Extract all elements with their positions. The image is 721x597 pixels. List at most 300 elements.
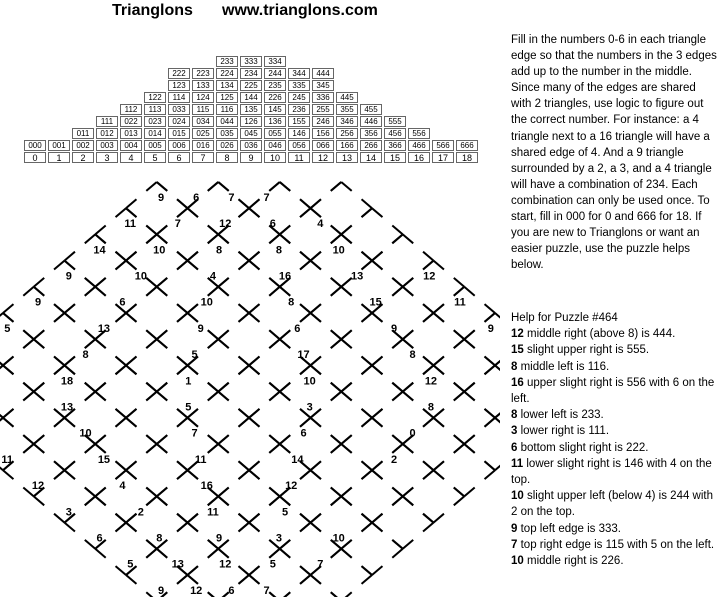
combination-cell: 114	[168, 92, 190, 103]
grid-edge	[126, 409, 136, 418]
combination-cell: 236	[288, 104, 310, 115]
grid-edge	[95, 234, 105, 243]
sum-cell: 14	[360, 152, 382, 163]
combination-cell: 044	[216, 116, 238, 127]
grid-edge	[311, 252, 321, 261]
hint-number: 15	[511, 344, 524, 357]
grid-edge	[434, 409, 444, 418]
triangle-value[interactable]: 5	[191, 349, 198, 362]
combination-cell: 166	[336, 140, 358, 151]
grid-edge	[311, 199, 321, 208]
sum-cell: 6	[168, 152, 190, 163]
grid-edge	[372, 461, 382, 470]
grid-edge	[331, 287, 341, 296]
combination-cell: 446	[360, 116, 382, 127]
grid-edge	[54, 365, 64, 374]
triangle-value[interactable]: 9	[197, 322, 204, 335]
grid-edge	[54, 461, 64, 470]
triangle-value[interactable]: 8	[156, 532, 163, 545]
grid-edge	[177, 304, 187, 313]
triangle-value[interactable]: 9	[65, 270, 72, 283]
triangle-value[interactable]: 14	[93, 244, 106, 257]
combination-cell: 223	[192, 68, 214, 79]
triangle-value[interactable]: 7	[317, 558, 324, 571]
triangle-value[interactable]: 6	[294, 322, 301, 335]
combination-cell: 035	[216, 128, 238, 139]
grid-edge	[341, 487, 351, 496]
grid-edge	[454, 287, 464, 296]
triangle-value[interactable]: 7	[191, 427, 198, 440]
combination-cell: 245	[288, 92, 310, 103]
grid-edge	[341, 549, 351, 558]
grid-edge	[0, 356, 3, 365]
grid-edge	[218, 496, 228, 505]
grid-edge	[300, 470, 310, 479]
grid-edge	[362, 252, 372, 261]
sum-cell: 4	[120, 152, 142, 163]
triangle-value[interactable]: 2	[137, 506, 144, 519]
grid-edge	[392, 278, 402, 287]
grid-edge	[269, 287, 279, 296]
grid-edge	[495, 461, 500, 470]
combination-cell: 125	[216, 92, 238, 103]
grid-edge	[116, 208, 126, 217]
grid-edge	[403, 234, 413, 243]
triangle-value[interactable]: 9	[216, 532, 223, 545]
hint-item	[511, 326, 719, 342]
triangle-value[interactable]: 9	[487, 322, 494, 335]
triangle-value[interactable]: 11	[454, 296, 466, 309]
combination-cell: 155	[288, 116, 310, 127]
grid-edge	[464, 330, 474, 339]
grid-edge	[249, 470, 259, 479]
grid-edge	[95, 496, 105, 505]
grid-edge	[464, 487, 474, 496]
grid-edge	[331, 592, 341, 597]
combination-cell: 023	[144, 116, 166, 127]
grid-edge	[208, 383, 218, 392]
grid-edge	[157, 339, 167, 348]
hint-item	[511, 407, 719, 423]
combination-cell: 111	[96, 116, 118, 127]
triangle-value[interactable]: 5	[281, 506, 289, 519]
grid-edge	[116, 514, 126, 523]
triangle-value[interactable]: 3	[306, 401, 313, 414]
triangle-value[interactable]: 4	[119, 480, 126, 493]
grid-edge	[126, 461, 136, 470]
combination-cell: 455	[360, 104, 382, 115]
triangle-value[interactable]: 7	[228, 191, 235, 204]
grid-edge	[54, 304, 64, 313]
triangle-value[interactable]: 6	[269, 218, 276, 231]
triangle-value[interactable]: 6	[96, 532, 103, 545]
grid-edge	[341, 330, 351, 339]
grid-edge	[362, 566, 372, 575]
grid-edge	[116, 356, 126, 365]
triangle-value[interactable]: 6	[300, 427, 307, 440]
grid-edge	[146, 487, 156, 496]
hint-text: slight upper right is 555.	[523, 344, 650, 357]
triangle-value[interactable]: 12	[190, 584, 203, 597]
hint-number: 12	[511, 328, 524, 341]
grid-edge	[218, 182, 228, 191]
triangle-value[interactable]: 13	[60, 401, 74, 414]
grid-edge	[269, 592, 279, 597]
combination-cell: 034	[192, 116, 214, 127]
sum-cell: 5	[144, 152, 166, 163]
grid-edge	[362, 514, 372, 523]
grid-edge	[218, 487, 228, 496]
triangle-value[interactable]: 8	[82, 349, 89, 362]
grid-edge	[95, 487, 105, 496]
combination-cell: 235	[264, 80, 286, 91]
puzzle-name: Trianglons	[112, 2, 193, 19]
grid-edge	[218, 278, 228, 287]
grid-edge	[392, 435, 402, 444]
grid-edge	[177, 575, 187, 584]
triangle-value[interactable]: 16	[200, 480, 213, 493]
triangle-value[interactable]: 10	[134, 270, 147, 283]
triangle-value[interactable]: 8	[216, 244, 223, 257]
triangle-value[interactable]: 18	[60, 375, 74, 388]
hint-text: middle right (above 8) is 444.	[523, 328, 676, 341]
grid-edge	[116, 409, 126, 418]
combination-cell: 136	[264, 116, 286, 127]
grid-edge	[65, 365, 75, 374]
triangle-value[interactable]: 13	[351, 270, 364, 283]
triangle-value[interactable]: 1	[185, 375, 192, 388]
grid-edge	[65, 252, 75, 261]
grid-edge	[464, 383, 474, 392]
grid-edge	[188, 208, 198, 217]
grid-edge	[331, 496, 341, 505]
combination-cell: 346	[336, 116, 358, 127]
grid-edge	[157, 225, 167, 234]
combination-cell: 133	[192, 80, 214, 91]
grid-edge	[85, 339, 95, 348]
combination-cell: 015	[168, 128, 190, 139]
grid-edge	[157, 435, 167, 444]
grid-edge	[280, 330, 290, 339]
triangle-value[interactable]: 7	[174, 218, 181, 231]
grid-edge	[188, 313, 198, 322]
triangle-value[interactable]: 5	[127, 558, 134, 571]
combination-cell: 126	[240, 116, 262, 127]
grid-edge	[146, 435, 156, 444]
grid-edge	[146, 182, 156, 191]
combination-cell: 233	[216, 56, 238, 67]
grid-edge	[208, 339, 218, 348]
grid-edge	[280, 392, 290, 401]
triangle-value[interactable]: 8	[275, 244, 282, 257]
combination-cell: 033	[168, 104, 190, 115]
triangle-value[interactable]: 12	[31, 480, 45, 493]
grid-edge	[23, 383, 33, 392]
grid-edge	[85, 234, 95, 243]
grid-edge	[208, 287, 218, 296]
combination-cell: 566	[432, 140, 454, 151]
hint-text: middle right is 226.	[523, 555, 624, 568]
triangle-value[interactable]: 10	[200, 296, 213, 309]
grid-edge	[331, 444, 341, 453]
grid-edge	[362, 470, 372, 479]
grid-edge	[239, 304, 249, 313]
combination-cell: 226	[264, 92, 286, 103]
grid-edge	[34, 435, 44, 444]
grid-edge	[311, 261, 321, 270]
triangle-value[interactable]: 12	[219, 218, 232, 231]
grid-edge	[269, 487, 279, 496]
triangle-value[interactable]: 10	[153, 244, 166, 257]
grid-edge	[116, 566, 126, 575]
triangle-value[interactable]: 16	[278, 270, 292, 283]
grid-edge	[434, 365, 444, 374]
grid-edge	[188, 261, 198, 270]
grid-edge	[362, 575, 372, 584]
grid-edge	[146, 383, 156, 392]
grid-edge	[239, 313, 249, 322]
grid-edge	[341, 592, 351, 597]
grid-edge	[249, 409, 259, 418]
combination-cell: 456	[384, 128, 406, 139]
grid-edge	[372, 523, 382, 532]
grid-edge	[464, 287, 474, 296]
grid-edge	[218, 330, 228, 339]
hint-item	[511, 423, 719, 439]
grid-edge	[54, 356, 64, 365]
combination-cell: 222	[168, 68, 190, 79]
triangle-value[interactable]: 9	[157, 584, 165, 597]
grid-edge	[454, 278, 464, 287]
grid-edge	[311, 304, 321, 313]
triangle-value[interactable]: 9	[34, 296, 42, 309]
grid-edge	[146, 540, 156, 549]
grid-edge	[146, 225, 156, 234]
grid-edge	[239, 252, 249, 261]
triangle-value[interactable]: 15	[369, 296, 382, 309]
grid-edge	[485, 409, 495, 418]
grid-edge	[54, 313, 64, 322]
triangle-value[interactable]: 9	[390, 322, 398, 335]
grid-edge	[157, 444, 167, 453]
grid-edge	[392, 487, 402, 496]
triangle-value[interactable]: 3	[275, 532, 282, 545]
combination-cell: 145	[264, 104, 286, 115]
triangle-value[interactable]: 15	[97, 453, 111, 466]
grid-edge	[65, 470, 75, 479]
grid-edge	[85, 487, 95, 496]
grid-edge	[218, 287, 228, 296]
grid-edge	[485, 304, 495, 313]
grid-edge	[157, 383, 167, 392]
grid-edge	[280, 435, 290, 444]
grid-edge	[269, 549, 279, 558]
grid-edge	[311, 365, 321, 374]
triangle-value[interactable]: 7	[263, 191, 270, 204]
sum-cell: 0	[24, 152, 46, 163]
hint-number: 3	[511, 425, 518, 438]
grid-edge	[177, 252, 187, 261]
sum-cell: 7	[192, 152, 214, 163]
triangle-value[interactable]: 3	[65, 506, 72, 519]
triangle-value[interactable]: 12	[423, 270, 436, 283]
triangle-value[interactable]: 13	[97, 322, 111, 335]
grid-edge	[177, 514, 187, 523]
combination-cell: 003	[96, 140, 118, 151]
grid-edge	[116, 470, 126, 479]
grid-edge	[280, 444, 290, 453]
grid-edge	[341, 287, 351, 296]
triangle-value[interactable]: 11	[1, 453, 14, 466]
combination-cell: 025	[192, 128, 214, 139]
triangle-value[interactable]: 8	[427, 401, 435, 414]
grid-edge	[423, 461, 433, 470]
triangle-value[interactable]: 2	[390, 453, 398, 466]
grid-edge	[269, 234, 279, 243]
hint-list	[511, 326, 719, 569]
combination-table	[24, 32, 480, 168]
grid-edge	[331, 278, 341, 287]
combination-cell: 046	[264, 140, 286, 151]
grid-edge	[403, 444, 413, 453]
grid-edge	[157, 392, 167, 401]
triangle-value[interactable]: 12	[424, 375, 438, 388]
grid-edge	[85, 540, 95, 549]
triangle-value[interactable]: 6	[119, 296, 126, 309]
hint-text: slight upper left (below 4) is 244 with 2 on the top.	[511, 490, 714, 519]
hint-number: 8	[511, 360, 518, 373]
combination-cell: 013	[120, 128, 142, 139]
triangle-value[interactable]: 12	[219, 558, 232, 571]
grid-edge	[188, 418, 198, 427]
triangle-value[interactable]: 5	[269, 558, 276, 571]
triangle-value[interactable]: 10	[332, 532, 345, 545]
grid-edge	[157, 330, 167, 339]
grid-edge	[392, 225, 402, 234]
grid-edge	[311, 514, 321, 523]
triangle-value[interactable]: 4	[317, 218, 324, 231]
triangle-value[interactable]: 8	[288, 296, 295, 309]
grid-edge	[362, 365, 372, 374]
grid-edge	[177, 418, 187, 427]
hint-number: 6	[511, 441, 518, 454]
grid-edge	[146, 592, 156, 597]
grid-edge	[126, 208, 136, 217]
grid-edge	[269, 330, 279, 339]
grid-edge	[3, 470, 13, 479]
grid-edge	[423, 252, 433, 261]
grid-edge	[249, 418, 259, 427]
triangle-value[interactable]: 5	[4, 322, 11, 335]
grid-edge	[362, 261, 372, 270]
triangle-value[interactable]: 10	[79, 427, 92, 440]
triangle-value[interactable]: 9	[157, 191, 165, 204]
grid-edge	[341, 392, 351, 401]
grid-edge	[85, 444, 95, 453]
hint-number: 7	[511, 538, 518, 551]
triangle-value[interactable]: 6	[193, 191, 200, 204]
triangle-value[interactable]: 4	[209, 270, 217, 283]
grid-edge	[177, 356, 187, 365]
triangle-value[interactable]: 13	[171, 558, 184, 571]
grid-edge	[239, 575, 249, 584]
grid-edge	[95, 444, 105, 453]
grid-edge	[403, 287, 413, 296]
grid-edge	[372, 470, 382, 479]
grid-edge	[403, 392, 413, 401]
grid-edge	[34, 383, 44, 392]
grid-edge	[208, 225, 218, 234]
grid-edge	[126, 418, 136, 427]
triangle-value[interactable]: 11	[207, 506, 219, 519]
hint-text: upper slight right is 556 with 6 on the left.	[511, 376, 715, 406]
grid-edge	[249, 514, 259, 523]
combination-cell: 124	[192, 92, 214, 103]
grid-edge	[126, 304, 136, 313]
grid-edge	[423, 261, 433, 270]
grid-edge	[249, 523, 259, 532]
triangle-value[interactable]: 8	[409, 349, 416, 362]
grid-edge	[454, 339, 464, 348]
grid-edge	[116, 365, 126, 374]
grid-edge	[423, 356, 433, 365]
grid-edge	[23, 339, 33, 348]
grid-edge	[208, 182, 218, 191]
triangle-value[interactable]: 0	[409, 427, 416, 440]
grid-edge	[331, 182, 341, 191]
grid-edge	[372, 261, 382, 270]
grid-edge	[485, 313, 495, 322]
triangle-value[interactable]: 17	[297, 349, 310, 362]
grid-edge	[218, 234, 228, 243]
grid-edge	[157, 549, 167, 558]
grid-edge	[311, 470, 321, 479]
triangle-value[interactable]: 14	[291, 453, 304, 466]
grid-edge	[157, 182, 167, 191]
triangle-value[interactable]: 11	[124, 218, 137, 231]
grid-edge	[280, 496, 290, 505]
grid-edge	[23, 287, 33, 296]
grid-edge	[65, 261, 75, 270]
grid-edge	[239, 461, 249, 470]
triangle-value[interactable]: 6	[228, 584, 235, 597]
hint-item	[511, 359, 719, 375]
hint-number: 9	[511, 522, 518, 535]
grid-edge	[54, 470, 64, 479]
grid-edge	[341, 182, 351, 191]
grid-edge	[126, 356, 136, 365]
grid-edge	[188, 470, 198, 479]
grid-edge	[372, 208, 382, 217]
triangle-value[interactable]: 10	[332, 244, 345, 257]
triangle-value[interactable]: 11	[194, 453, 207, 466]
grid-edge	[280, 225, 290, 234]
grid-edge	[218, 549, 228, 558]
triangle-value[interactable]: 7	[263, 584, 270, 597]
grid-edge	[495, 409, 500, 418]
triangle-value[interactable]: 5	[185, 401, 192, 414]
grid-edge	[218, 339, 228, 348]
combination-cell: 116	[216, 104, 238, 115]
grid-edge	[454, 392, 464, 401]
grid-edge	[177, 208, 187, 217]
triangle-value[interactable]: 12	[285, 480, 298, 493]
grid-edge	[434, 313, 444, 322]
triangle-value[interactable]: 10	[303, 375, 316, 388]
grid-edge	[65, 418, 75, 427]
grid-edge	[146, 549, 156, 558]
hint-item	[511, 342, 719, 358]
